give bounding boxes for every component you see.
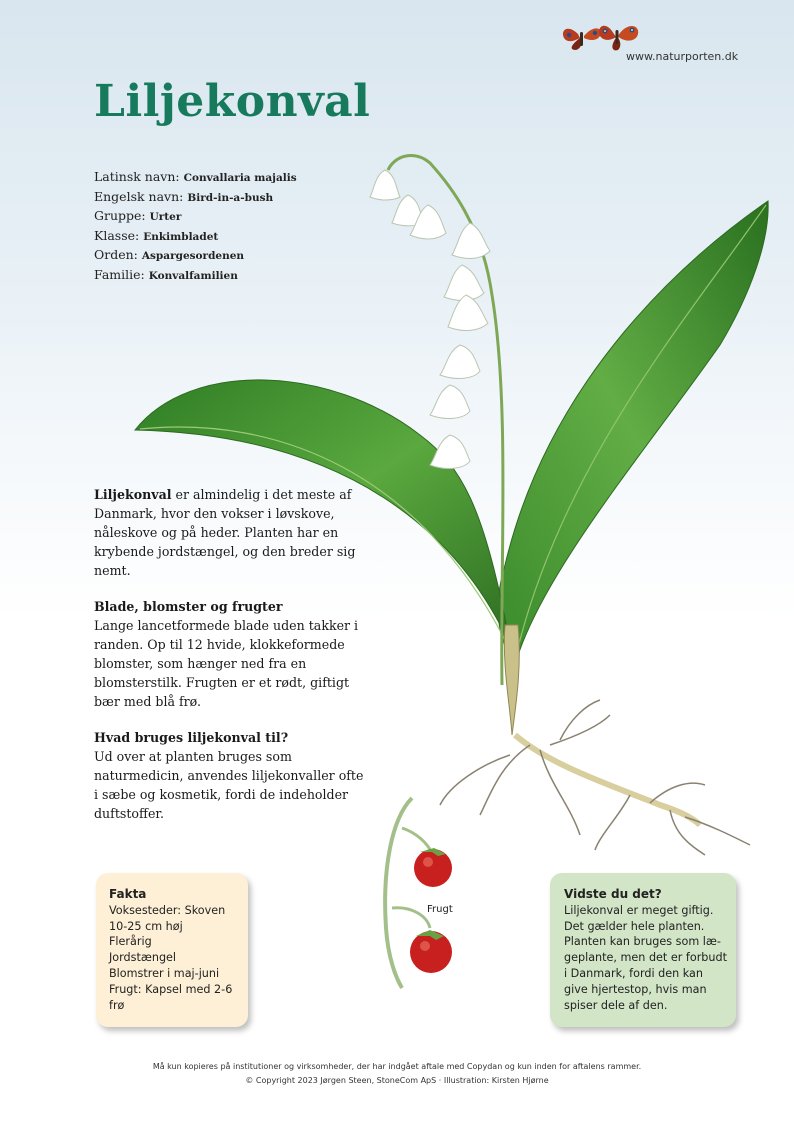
site-url[interactable]: www.naturporten.dk bbox=[626, 50, 739, 63]
footer-copyright: © Copyright 2023 Jørgen Steen, StoneCom ApS · Illustration: Kirsten Hjørne bbox=[245, 1076, 549, 1085]
footer-license: Må kun kopieres på institutioner og virksomheder, der har indgået aftale med Copydan og kun inden for aftalens rammer. bbox=[152, 1062, 642, 1071]
did-you-know-box bbox=[550, 873, 736, 1027]
section-blade bbox=[94, 597, 366, 711]
fakta-line: 10-25 cm høj bbox=[109, 919, 183, 933]
intro-paragraph: Liljekonval er almindelig i det meste af Danmark, hvor den vokser i løvskove, nåleskove og på heder. Planten har en krybende jordstængel, og den breder sig nemt. bbox=[94, 487, 356, 578]
did-you-know-line: give hjertestop, hvis man bbox=[564, 982, 707, 996]
fruit-illustration bbox=[372, 788, 468, 996]
page-title: Liljekonval bbox=[94, 76, 371, 127]
fruit-label: Frugt bbox=[427, 904, 453, 915]
fakta-line: Blomstrer i maj-juni bbox=[109, 966, 220, 980]
fakta-title: Fakta bbox=[109, 887, 147, 901]
did-you-know-line: Liljekonval er meget giftig. bbox=[564, 903, 714, 917]
fakta-line: Frugt: Kapsel med 2-6 bbox=[109, 982, 233, 996]
did-you-know-line: i Danmark, fordi den kan bbox=[564, 966, 703, 980]
info-row-family: Familie: Konvalfamilien bbox=[94, 266, 238, 282]
fakta-box bbox=[96, 873, 248, 1027]
section-heading: Hvad bruges liljekonval til? bbox=[94, 730, 289, 745]
info-row-order: Orden: Aspargesordenen bbox=[94, 247, 245, 262]
fakta-line: Jordstængel bbox=[109, 951, 177, 965]
butterfly-icon bbox=[560, 18, 644, 54]
info-row-latin: Latinsk navn: Convallaria majalis bbox=[94, 169, 297, 184]
did-you-know-line: geplante, men det er forbudt bbox=[564, 951, 727, 965]
fakta-line: Voksesteder: Skoven bbox=[109, 903, 226, 917]
info-row-class: Klasse: Enkimbladet bbox=[94, 227, 219, 243]
section-body: Ud over at planten bruges som naturmedicin, anvendes liljekonvaller ofte i sæbe og kosmetik, fordi de indeholder duftstoffer. bbox=[94, 749, 364, 821]
fakta-line: Flerårig bbox=[109, 935, 152, 949]
info-row-group: Gruppe: Urter bbox=[94, 208, 182, 223]
did-you-know-line: Det gælder hele planten. bbox=[564, 919, 705, 933]
did-you-know-title: Vidste du det? bbox=[564, 887, 662, 901]
did-you-know-line: spiser dele af den. bbox=[564, 998, 668, 1012]
section-use bbox=[94, 728, 366, 823]
info-row-english: Engelsk navn: Bird-in-a-bush bbox=[94, 188, 274, 204]
section-heading: Blade, blomster og frugter bbox=[94, 599, 283, 614]
fakta-line: frø bbox=[109, 998, 125, 1012]
section-body: Lange lancetformede blade uden takker i randen. Op til 12 hvide, klokkeformede blomster, som hænger ned fra en blomsterstilk. Frugten er et rødt, giftigt bær med blå frø. bbox=[94, 618, 359, 709]
did-you-know-line: Planten kan bruges som læ- bbox=[564, 935, 721, 949]
